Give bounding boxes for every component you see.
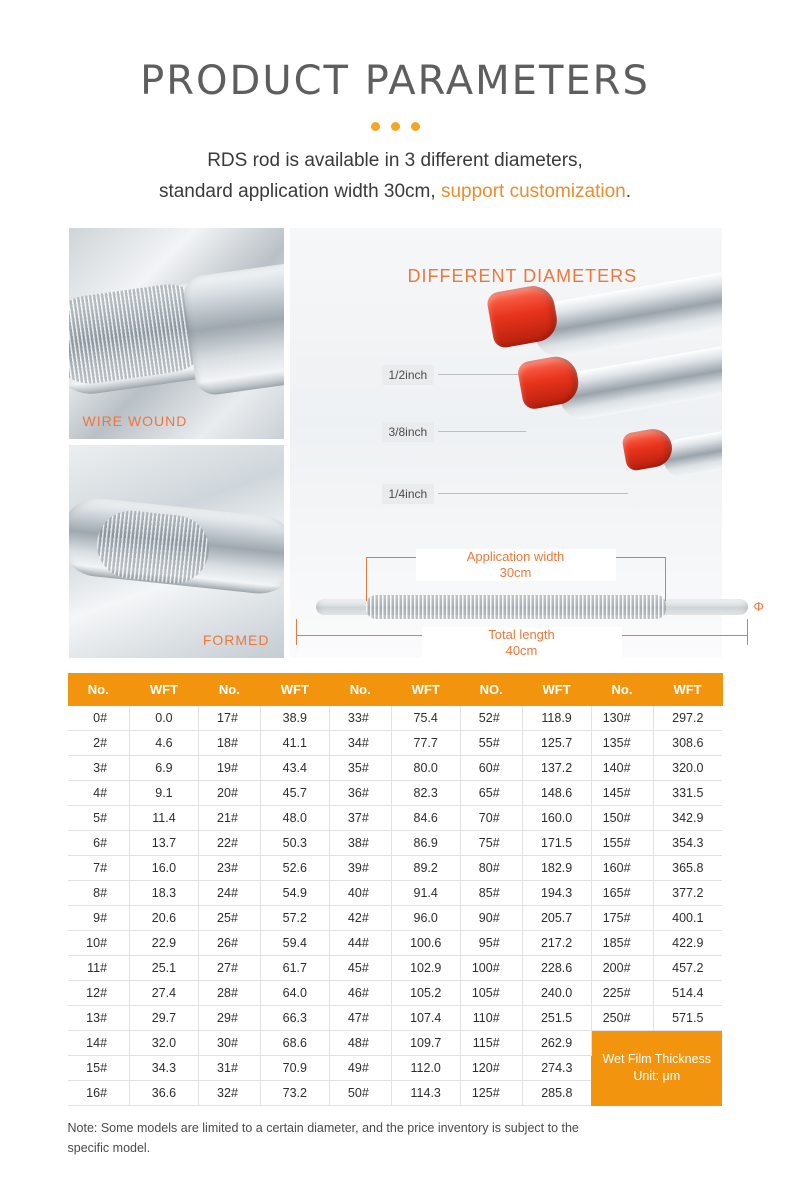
- cell-wft: 102.9: [391, 956, 460, 981]
- cell-no: 45#: [329, 956, 391, 981]
- cell-wft: 377.2: [653, 881, 722, 906]
- cell-wft: 54.9: [260, 881, 329, 906]
- cell-wft: 66.3: [260, 1006, 329, 1031]
- cell-wft: 422.9: [653, 931, 722, 956]
- cell-no: 130#: [591, 706, 653, 731]
- cell-wft: 0.0: [130, 706, 199, 731]
- cell-wft: 59.4: [260, 931, 329, 956]
- cell-wft: 354.3: [653, 831, 722, 856]
- cell-no: 9#: [68, 906, 130, 931]
- cell-wft: 342.9: [653, 806, 722, 831]
- footnote: [68, 1118, 723, 1158]
- cell-no: 175#: [591, 906, 653, 931]
- cell-no: 7#: [68, 856, 130, 881]
- cell-wft: 274.3: [522, 1056, 591, 1081]
- subtitle-accent-text: support customization: [440, 181, 626, 202]
- cell-no: 185#: [591, 931, 653, 956]
- cell-wft: 112.0: [391, 1056, 460, 1081]
- total-length-tick-left: [296, 619, 297, 645]
- col-header-no-2: No.: [198, 673, 260, 706]
- table-row: [68, 1031, 723, 1056]
- cell-no: 48#: [329, 1031, 391, 1056]
- cell-no: 225#: [591, 981, 653, 1006]
- wire-wound-photo: [68, 227, 285, 440]
- cell-no: 200#: [591, 956, 653, 981]
- cell-no: 32#: [198, 1081, 260, 1106]
- cell-no: 6#: [68, 831, 130, 856]
- cell-wft: 18.3: [130, 881, 199, 906]
- cell-no: 12#: [68, 981, 130, 1006]
- cell-no: 50#: [329, 1081, 391, 1106]
- cell-wft: 96.0: [391, 906, 460, 931]
- cell-wft: 137.2: [522, 756, 591, 781]
- cell-no: 19#: [198, 756, 260, 781]
- col-header-wft-1: WFT: [130, 673, 199, 706]
- leader-line-three-eighth-inch: [438, 431, 526, 432]
- decorative-dots: [0, 122, 790, 131]
- cell-wft: 194.3: [522, 881, 591, 906]
- col-header-no-5: No.: [591, 673, 653, 706]
- formed-label: FORMED: [202, 632, 270, 648]
- cell-wft: 38.9: [260, 706, 329, 731]
- cell-wft: 262.9: [522, 1031, 591, 1056]
- cell-wft: 45.7: [260, 781, 329, 806]
- cell-wft: 91.4: [391, 881, 460, 906]
- subtitle-line-2-suffix: .: [625, 181, 632, 202]
- wft-table-body: [68, 706, 723, 1106]
- cell-wft: 160.0: [522, 806, 591, 831]
- cell-no: 70#: [460, 806, 522, 831]
- cell-no: 25#: [198, 906, 260, 931]
- subtitle-line-2: [0, 176, 790, 207]
- cell-wft: 80.0: [391, 756, 460, 781]
- cell-wft: 240.0: [522, 981, 591, 1006]
- cell-no: 90#: [460, 906, 522, 931]
- cell-no: 47#: [329, 1006, 391, 1031]
- page-title: PRODUCT PARAMETERS: [140, 58, 650, 104]
- cell-no: 36#: [329, 781, 391, 806]
- cell-wft: 100.6: [391, 931, 460, 956]
- table-row: [68, 881, 723, 906]
- application-width-line-1: Application width: [466, 549, 565, 564]
- cell-wft: 25.1: [130, 956, 199, 981]
- table-row: [68, 1006, 723, 1031]
- cell-no: 52#: [460, 706, 522, 731]
- cell-no: 5#: [68, 806, 130, 831]
- schematic-rod-threaded-section: [366, 595, 666, 619]
- cell-wft: 75.4: [391, 706, 460, 731]
- cell-no: 85#: [460, 881, 522, 906]
- cell-wft: 125.7: [522, 731, 591, 756]
- cell-wft: 205.7: [522, 906, 591, 931]
- cell-no: 110#: [460, 1006, 522, 1031]
- cell-no: 16#: [68, 1081, 130, 1106]
- cell-wft: 118.9: [522, 706, 591, 731]
- cell-wft: 217.2: [522, 931, 591, 956]
- total-length-label: [422, 627, 622, 659]
- cell-no: 55#: [460, 731, 522, 756]
- cell-no: 10#: [68, 931, 130, 956]
- table-row: [68, 756, 723, 781]
- cell-no: 23#: [198, 856, 260, 881]
- cell-no: 115#: [460, 1031, 522, 1056]
- cell-no: 145#: [591, 781, 653, 806]
- table-row: [68, 856, 723, 881]
- cell-wft: 57.2: [260, 906, 329, 931]
- table-row: [68, 981, 723, 1006]
- table-row: [68, 906, 723, 931]
- cell-no: 44#: [329, 931, 391, 956]
- col-header-no-1: No.: [68, 673, 130, 706]
- wft-legend-line-2: Unit: μm: [633, 1069, 681, 1084]
- table-row: [68, 931, 723, 956]
- cell-no: 20#: [198, 781, 260, 806]
- cell-wft: 61.7: [260, 956, 329, 981]
- cell-no: 35#: [329, 756, 391, 781]
- table-row: [68, 806, 723, 831]
- application-width-label: [416, 549, 616, 581]
- cell-no: 39#: [329, 856, 391, 881]
- cell-no: 18#: [198, 731, 260, 756]
- product-image-mosaic: [68, 227, 764, 659]
- cell-wft: 571.5: [653, 1006, 722, 1031]
- cell-no: 140#: [591, 756, 653, 781]
- cell-no: 31#: [198, 1056, 260, 1081]
- wft-table: [68, 673, 723, 1106]
- cell-wft: 182.9: [522, 856, 591, 881]
- cell-wft: 457.2: [653, 956, 722, 981]
- cell-wft: 29.7: [130, 1006, 199, 1031]
- cell-no: 95#: [460, 931, 522, 956]
- cell-wft: 297.2: [653, 706, 722, 731]
- cell-no: 105#: [460, 981, 522, 1006]
- col-header-wft-4: WFT: [522, 673, 591, 706]
- cell-no: 46#: [329, 981, 391, 1006]
- subtitle: [0, 145, 790, 207]
- cell-no: 65#: [460, 781, 522, 806]
- cell-wft: 27.4: [130, 981, 199, 1006]
- cell-wft: 308.6: [653, 731, 722, 756]
- subtitle-line-2-prefix: standard application width 30cm,: [158, 181, 441, 202]
- cell-no: 34#: [329, 731, 391, 756]
- leader-line-quarter-inch: [438, 493, 628, 494]
- cell-no: 42#: [329, 906, 391, 931]
- cell-wft: 32.0: [130, 1031, 199, 1056]
- total-length-line-1: Total length: [488, 627, 555, 642]
- cell-wft: 400.1: [653, 906, 722, 931]
- table-row: [68, 731, 723, 756]
- cell-no: 8#: [68, 881, 130, 906]
- cell-wft: 331.5: [653, 781, 722, 806]
- cell-wft: 16.0: [130, 856, 199, 881]
- cell-wft: 105.2: [391, 981, 460, 1006]
- wft-table-container: [68, 673, 723, 1106]
- leader-line-half-inch: [438, 374, 518, 375]
- cell-no: 135#: [591, 731, 653, 756]
- cell-wft: 107.4: [391, 1006, 460, 1031]
- callout-three-eighth-inch: 3/8inch: [382, 422, 435, 442]
- cell-wft: 52.6: [260, 856, 329, 881]
- application-width-tick-right: [665, 557, 666, 601]
- col-header-wft-3: WFT: [391, 673, 460, 706]
- cell-wft: 89.2: [391, 856, 460, 881]
- cell-wft: 64.0: [260, 981, 329, 1006]
- cell-no: 4#: [68, 781, 130, 806]
- cell-wft: 365.8: [653, 856, 722, 881]
- cell-no: 14#: [68, 1031, 130, 1056]
- cell-wft: 13.7: [130, 831, 199, 856]
- cell-no: 160#: [591, 856, 653, 881]
- formed-photo: [68, 444, 285, 659]
- table-row: [68, 956, 723, 981]
- cell-no: 24#: [198, 881, 260, 906]
- cell-wft: 228.6: [522, 956, 591, 981]
- cell-wft: 77.7: [391, 731, 460, 756]
- callout-quarter-inch: 1/4inch: [382, 484, 435, 504]
- cell-no: 125#: [460, 1081, 522, 1106]
- cell-no: 165#: [591, 881, 653, 906]
- cell-wft: 22.9: [130, 931, 199, 956]
- cell-no: 27#: [198, 956, 260, 981]
- dot-2: [391, 122, 400, 131]
- cell-no: 33#: [329, 706, 391, 731]
- cell-wft: 109.7: [391, 1031, 460, 1056]
- cell-no: 80#: [460, 856, 522, 881]
- cell-no: 250#: [591, 1006, 653, 1031]
- cell-wft: 514.4: [653, 981, 722, 1006]
- dot-3: [411, 122, 420, 131]
- wft-table-head: [68, 673, 723, 706]
- cell-wft: 320.0: [653, 756, 722, 781]
- cell-wft: 34.3: [130, 1056, 199, 1081]
- cell-no: 2#: [68, 731, 130, 756]
- diameters-title: DIFFERENT DIAMETERS: [407, 266, 638, 286]
- cell-wft: 9.1: [130, 781, 199, 806]
- cell-no: 40#: [329, 881, 391, 906]
- subtitle-line-1: RDS rod is available in 3 different diameters,: [207, 150, 583, 171]
- cell-no: 60#: [460, 756, 522, 781]
- cell-no: 30#: [198, 1031, 260, 1056]
- cell-wft: 82.3: [391, 781, 460, 806]
- cell-wft: 6.9: [130, 756, 199, 781]
- cell-no: 15#: [68, 1056, 130, 1081]
- cell-wft: 41.1: [260, 731, 329, 756]
- col-header-wft-2: WFT: [260, 673, 329, 706]
- cell-wft: 36.6: [130, 1081, 199, 1106]
- cell-wft: 86.9: [391, 831, 460, 856]
- application-width-tick-left: [366, 557, 367, 601]
- wft-legend-line-1: Wet Film Thickness: [602, 1052, 712, 1067]
- cell-wft: 11.4: [130, 806, 199, 831]
- cell-wft: 70.9: [260, 1056, 329, 1081]
- application-width-line-2: 30cm: [499, 565, 532, 580]
- footnote-line-1: Note: Some models are limited to a certain diameter, and the price inventory is subject to the: [67, 1121, 579, 1135]
- cell-no: 150#: [591, 806, 653, 831]
- table-row: [68, 706, 723, 731]
- cell-no: 155#: [591, 831, 653, 856]
- cell-no: 13#: [68, 1006, 130, 1031]
- table-row: [68, 831, 723, 856]
- cell-no: 29#: [198, 1006, 260, 1031]
- cell-wft: 114.3: [391, 1081, 460, 1106]
- cell-no: 120#: [460, 1056, 522, 1081]
- cell-no: 17#: [198, 706, 260, 731]
- cell-no: 49#: [329, 1056, 391, 1081]
- cell-wft: 148.6: [522, 781, 591, 806]
- cell-no: 11#: [68, 956, 130, 981]
- cell-wft: 285.8: [522, 1081, 591, 1106]
- wire-wound-label: WIRE WOUND: [82, 413, 188, 429]
- cell-wft: 48.0: [260, 806, 329, 831]
- cell-wft: 50.3: [260, 831, 329, 856]
- cell-no: 21#: [198, 806, 260, 831]
- cell-no: 26#: [198, 931, 260, 956]
- cell-wft: 68.6: [260, 1031, 329, 1056]
- total-length-tick-right: [747, 619, 748, 645]
- cell-no: 0#: [68, 706, 130, 731]
- table-row: [68, 781, 723, 806]
- diameter-phi-symbol: Φ: [753, 599, 764, 614]
- cell-wft: 43.4: [260, 756, 329, 781]
- cell-wft: 251.5: [522, 1006, 591, 1031]
- callout-half-inch: 1/2inch: [382, 365, 435, 385]
- cell-no: 75#: [460, 831, 522, 856]
- table-header-row: [68, 673, 723, 706]
- footnote-line-2: specific model.: [67, 1141, 151, 1155]
- cell-no: 37#: [329, 806, 391, 831]
- col-header-no-4: NO.: [460, 673, 522, 706]
- cell-wft: 20.6: [130, 906, 199, 931]
- wft-legend-cell: [591, 1031, 722, 1106]
- cell-no: 100#: [460, 956, 522, 981]
- total-length-line-2: 40cm: [505, 643, 538, 658]
- cell-no: 38#: [329, 831, 391, 856]
- cell-no: 28#: [198, 981, 260, 1006]
- cell-no: 3#: [68, 756, 130, 781]
- wire-wound-rod-tip: [181, 259, 285, 397]
- cell-wft: 84.6: [391, 806, 460, 831]
- dot-1: [371, 122, 380, 131]
- cell-wft: 171.5: [522, 831, 591, 856]
- cell-wft: 4.6: [130, 731, 199, 756]
- cell-wft: 73.2: [260, 1081, 329, 1106]
- col-header-wft-5: WFT: [653, 673, 722, 706]
- col-header-no-3: No.: [329, 673, 391, 706]
- cell-no: 22#: [198, 831, 260, 856]
